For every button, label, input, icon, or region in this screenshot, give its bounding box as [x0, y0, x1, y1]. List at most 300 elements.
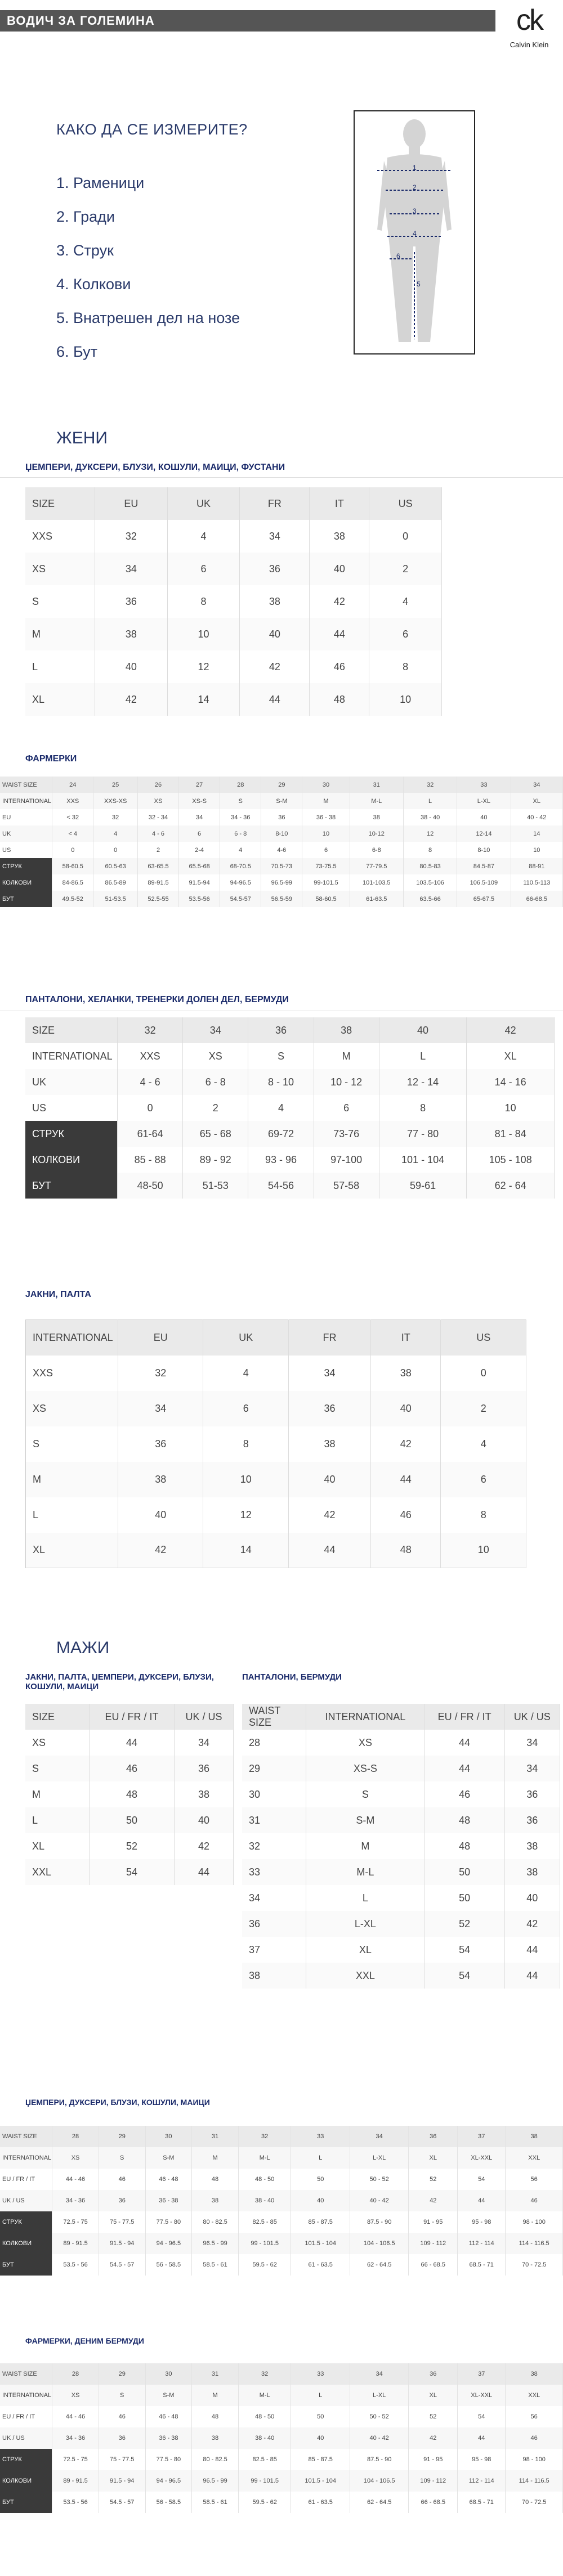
table-cell: S-M: [306, 1807, 425, 1833]
table-cell: 38: [370, 1356, 441, 1391]
table-cell: 101-103.5: [350, 874, 403, 891]
row-label-cell: 33: [242, 1859, 306, 1885]
table-cell: 44 - 46: [52, 2406, 99, 2427]
table-cell: 52: [90, 1833, 175, 1859]
table-cell: 65 - 68: [183, 1121, 248, 1147]
table-cell: 42: [409, 2190, 458, 2211]
table-cell: 77-79.5: [350, 858, 403, 874]
measure-item: 3. Струк: [56, 242, 114, 259]
table-cell: 50: [425, 1859, 504, 1885]
table-row: [0, 2190, 563, 2211]
table-cell: 32 - 34: [137, 809, 178, 825]
table-cell: 62 - 64.5: [350, 2492, 408, 2513]
table-cell: 46: [370, 1497, 441, 1533]
table-cell: 59.5 - 62: [238, 2492, 291, 2513]
table-cell: 40: [118, 1497, 203, 1533]
table-cell: 46: [425, 1781, 504, 1807]
table-cell: 6: [369, 618, 442, 650]
table-header-row: [25, 1704, 234, 1730]
table-cell: 66 - 68.5: [409, 2492, 458, 2513]
table-cell: 10: [369, 683, 442, 716]
table-header-row: [26, 1320, 526, 1356]
table-cell: 32: [403, 777, 457, 793]
table-cell: 54.5 - 57: [99, 2254, 145, 2276]
table-cell: 99 - 101.5: [238, 2233, 291, 2254]
table-cell: 65-67.5: [457, 891, 511, 907]
row-label-cell: 31: [242, 1807, 306, 1833]
table-cell: 52: [409, 2169, 458, 2190]
table-cell: 6-8: [350, 842, 403, 858]
table-cell: 54-56: [248, 1173, 314, 1199]
table-cell: 44: [175, 1859, 234, 1885]
row-label-cell: S: [26, 1426, 118, 1462]
table-cell: 36: [409, 2126, 458, 2147]
table-cell: 34: [511, 777, 562, 793]
table-cell: 70.5-73: [261, 858, 302, 874]
table-cell: XL-XXL: [458, 2147, 506, 2169]
table-cell: S: [220, 793, 261, 809]
table-row: [25, 1069, 555, 1095]
table-cell: 34: [288, 1356, 370, 1391]
table-cell: 77 - 80: [379, 1121, 467, 1147]
table-cell: 34 - 36: [220, 809, 261, 825]
table-row: [26, 1497, 526, 1533]
table-cell: L: [379, 1043, 467, 1069]
table-cell: 99 - 101.5: [238, 2470, 291, 2492]
row-label-cell: SIZE: [25, 1017, 118, 1043]
table-cell: 40 - 42: [350, 2427, 408, 2449]
table-cell: 80.5-83: [403, 858, 457, 874]
table-cell: UK: [203, 1320, 288, 1356]
table-cell: 2: [137, 842, 178, 858]
table-cell: 34: [183, 1017, 248, 1043]
table-cell: 4: [441, 1426, 526, 1462]
table-cell: UK: [167, 487, 240, 520]
table-cell: 109 - 112: [409, 2470, 458, 2492]
table-cell: 48: [192, 2169, 239, 2190]
table-row: [25, 618, 442, 650]
table-cell: 40: [288, 1462, 370, 1497]
table-cell: 4 - 6: [118, 1069, 183, 1095]
table-cell: 68-70.5: [220, 858, 261, 874]
table-cell: 2: [183, 1095, 248, 1121]
row-label-cell: US: [0, 842, 52, 858]
table-cell: M: [302, 793, 350, 809]
table-cell: 29: [261, 777, 302, 793]
table-cell: 48 - 50: [238, 2169, 291, 2190]
table-cell: L-XL: [350, 2385, 408, 2406]
table-cell: 65.5-68: [179, 858, 220, 874]
row-label-cell: КОЛКОВИ: [0, 2233, 52, 2254]
row-label-cell: КОЛКОВИ: [0, 2470, 52, 2492]
section-title: ФАРМЕРКИ: [25, 754, 77, 764]
table-cell: 34: [504, 1756, 560, 1781]
table-cell: 6: [179, 825, 220, 842]
table-cell: 75 - 77.5: [99, 2211, 145, 2233]
table-cell: XL: [467, 1043, 555, 1069]
table-cell: 49.5-52: [52, 891, 93, 907]
row-label-cell: БУТ: [25, 1173, 118, 1199]
table-cell: 48: [370, 1533, 441, 1568]
table-cell: 40: [310, 553, 369, 585]
table-cell: US: [369, 487, 442, 520]
table-cell: 101.5 - 104: [291, 2233, 350, 2254]
table-row: [242, 1885, 560, 1911]
table-cell: 2: [441, 1391, 526, 1426]
table-cell: M: [306, 1833, 425, 1859]
row-label-cell: EU / FR / IT: [0, 2406, 52, 2427]
table-cell: 8: [203, 1426, 288, 1462]
row-label-cell: INTERNATIONAL: [0, 2385, 52, 2406]
row-label-cell: 34: [242, 1885, 306, 1911]
men-heading: МАЖИ: [56, 1639, 110, 1657]
table-cell: 62 - 64: [467, 1173, 555, 1199]
section-title: ПАНТАЛОНИ, БЕРМУДИ: [242, 1672, 342, 1682]
section-title: ЈАКНИ, ПАЛТА, ЏЕМПЕРИ, ДУКСЕРИ, БЛУЗИ, КОШУЛИ, МАИЦИ: [25, 1672, 214, 1691]
table-row: [0, 842, 563, 858]
table-cell: 91.5 - 94: [99, 2233, 145, 2254]
page-title: ВОДИЧ ЗА ГОЛЕМИНА: [7, 14, 155, 28]
table-cell: EU / FR / IT: [425, 1704, 504, 1730]
figure-number: 3: [413, 207, 417, 215]
table-cell: 82.5 - 85: [238, 2211, 291, 2233]
table-cell: 12: [167, 650, 240, 683]
table-cell: 89 - 91.5: [52, 2233, 99, 2254]
table-row: [25, 1173, 555, 1199]
row-label-cell: UK: [25, 1069, 118, 1095]
table-cell: 12: [403, 825, 457, 842]
table-cell: 12 - 14: [379, 1069, 467, 1095]
table-cell: 6: [441, 1462, 526, 1497]
table-cell: 4: [167, 520, 240, 553]
table-row: [25, 1833, 234, 1859]
table-cell: 52.5-55: [137, 891, 178, 907]
table-cell: 112 - 114: [458, 2470, 506, 2492]
table-cell: 40: [240, 618, 310, 650]
table-cell: EU: [95, 487, 168, 520]
table-cell: 10: [203, 1462, 288, 1497]
table-cell: 6 - 8: [183, 1069, 248, 1095]
table-cell: 8-10: [261, 825, 302, 842]
row-label-cell: WAIST SIZE: [0, 777, 52, 793]
table-cell: XL: [409, 2385, 458, 2406]
table-cell: 85 - 88: [118, 1147, 183, 1173]
table-cell: 34: [350, 2126, 408, 2147]
row-label-cell: XXS: [25, 520, 95, 553]
table-cell: 91 - 95: [409, 2211, 458, 2233]
table-cell: 6: [167, 553, 240, 585]
table-cell: 42: [467, 1017, 555, 1043]
table-cell: 59-61: [379, 1173, 467, 1199]
table-cell: 6: [203, 1391, 288, 1426]
table-cell: M-L: [350, 793, 403, 809]
table-cell: 31: [192, 2126, 239, 2147]
table-cell: 42: [409, 2427, 458, 2449]
table-cell: 48-50: [118, 1173, 183, 1199]
table-cell: 70 - 72.5: [506, 2492, 563, 2513]
table-cell: 38: [118, 1462, 203, 1497]
row-label-cell: 38: [242, 1963, 306, 1989]
table-cell: L: [291, 2147, 350, 2169]
table-cell: 0: [369, 520, 442, 553]
table-cell: 14: [167, 683, 240, 716]
table-cell: 56: [506, 2169, 563, 2190]
table-cell: S: [248, 1043, 314, 1069]
table-header-row: [0, 2126, 563, 2147]
row-label-cell: WAIST SIZE: [0, 2363, 52, 2385]
table-cell: 84.5-87: [457, 858, 511, 874]
table-cell: 32: [118, 1356, 203, 1391]
table-cell: 36: [504, 1807, 560, 1833]
table-cell: 95 - 98: [458, 2449, 506, 2470]
table-cell: 0: [118, 1095, 183, 1121]
table-cell: 58.5 - 61: [192, 2254, 239, 2276]
table-cell: 44: [370, 1462, 441, 1497]
table-cell: INTERNATIONAL: [306, 1704, 425, 1730]
table-cell: XXS: [52, 793, 93, 809]
table-row: [25, 1859, 234, 1885]
row-label-cell: INTERNATIONAL: [0, 793, 52, 809]
table-cell: XS: [52, 2147, 99, 2169]
table-cell: 48: [425, 1833, 504, 1859]
table-cell: 38: [504, 1833, 560, 1859]
table-row: [0, 2492, 563, 2513]
table-cell: XS: [306, 1730, 425, 1756]
table-cell: 53.5-56: [179, 891, 220, 907]
row-label-cell: XS: [25, 1730, 90, 1756]
table-row: [242, 1859, 560, 1885]
table-cell: 53.5 - 56: [52, 2254, 99, 2276]
table-row: [0, 858, 563, 874]
table-cell: 38: [175, 1781, 234, 1807]
table-cell: 103.5-106: [403, 874, 457, 891]
table-cell: 40: [291, 2427, 350, 2449]
row-label-cell: БУТ: [0, 891, 52, 907]
body-measurement-figure: [354, 110, 475, 354]
table-cell: 14: [203, 1533, 288, 1568]
table-cell: 44 - 46: [52, 2169, 99, 2190]
row-label-cell: L: [25, 1807, 90, 1833]
table-cell: 51-53.5: [93, 891, 138, 907]
table-row: [0, 2385, 563, 2406]
table-cell: US: [441, 1320, 526, 1356]
table-cell: S-M: [145, 2385, 192, 2406]
table-cell: 42: [118, 1533, 203, 1568]
table-cell: 34: [179, 809, 220, 825]
table-cell: 61 - 63.5: [291, 2492, 350, 2513]
table-cell: 12: [203, 1497, 288, 1533]
table-cell: 54.5-57: [220, 891, 261, 907]
table-cell: 30: [145, 2126, 192, 2147]
table-cell: FR: [288, 1320, 370, 1356]
table-cell: 68.5 - 71: [458, 2254, 506, 2276]
table-cell: IT: [310, 487, 369, 520]
men-tops-size-table: [25, 1704, 234, 1885]
table-cell: L: [306, 1885, 425, 1911]
table-cell: 36: [99, 2190, 145, 2211]
table-row: [25, 585, 442, 618]
table-cell: 14: [511, 825, 562, 842]
row-label-cell: UK / US: [0, 2427, 52, 2449]
table-cell: 12-14: [457, 825, 511, 842]
table-cell: 4: [369, 585, 442, 618]
table-cell: 46: [99, 2406, 145, 2427]
table-cell: 34 - 36: [52, 2427, 99, 2449]
table-cell: 66 - 68.5: [409, 2254, 458, 2276]
table-cell: 50: [291, 2169, 350, 2190]
section-title: ЈАКНИ, ПАЛТА: [25, 1290, 91, 1299]
table-cell: 87.5 - 90: [350, 2449, 408, 2470]
women-heading: ЖЕНИ: [56, 429, 108, 447]
table-cell: 10 - 12: [314, 1069, 379, 1095]
table-cell: 4: [93, 825, 138, 842]
table-cell: 34: [350, 2363, 408, 2385]
table-cell: 38: [506, 2363, 563, 2385]
table-cell: UK / US: [175, 1704, 234, 1730]
table-cell: 36 - 38: [145, 2427, 192, 2449]
row-label-cell: БУТ: [0, 2254, 52, 2276]
table-cell: 48: [90, 1781, 175, 1807]
table-cell: 46: [99, 2169, 145, 2190]
row-label-cell: L: [26, 1497, 118, 1533]
table-cell: 73-75.5: [302, 858, 350, 874]
table-cell: 38: [314, 1017, 379, 1043]
table-header-row: [0, 777, 563, 793]
table-cell: 38 - 40: [238, 2427, 291, 2449]
table-cell: 89-91.5: [137, 874, 178, 891]
table-row: [25, 520, 442, 553]
table-cell: 82.5 - 85: [238, 2449, 291, 2470]
row-label-cell: БУТ: [0, 2492, 52, 2513]
table-cell: 48: [425, 1807, 504, 1833]
table-cell: 62 - 64.5: [350, 2254, 408, 2276]
table-cell: 42: [240, 650, 310, 683]
table-cell: 86.5-89: [93, 874, 138, 891]
table-cell: 40: [379, 1017, 467, 1043]
row-label-cell: UK: [0, 825, 52, 842]
table-cell: 37: [458, 2363, 506, 2385]
table-cell: 48 - 50: [238, 2406, 291, 2427]
table-cell: XS: [52, 2385, 99, 2406]
row-label-cell: UK / US: [0, 2190, 52, 2211]
table-row: [0, 2147, 563, 2169]
table-cell: UK / US: [504, 1704, 560, 1730]
table-cell: 8-10: [457, 842, 511, 858]
table-row: [0, 2449, 563, 2470]
table-cell: 6: [314, 1095, 379, 1121]
table-row: [242, 1833, 560, 1859]
table-cell: 91 - 95: [409, 2449, 458, 2470]
table-cell: 44: [240, 683, 310, 716]
table-row: [242, 1937, 560, 1963]
row-label-cell: US: [25, 1095, 118, 1121]
table-cell: 44: [310, 618, 369, 650]
table-cell: 68.5 - 71: [458, 2492, 506, 2513]
table-row: [242, 1756, 560, 1781]
table-row: [25, 1043, 555, 1069]
row-label-cell: WAIST SIZE: [0, 2126, 52, 2147]
table-cell: 36: [240, 553, 310, 585]
measure-item: 1. Раменици: [56, 174, 145, 191]
table-cell: 4: [220, 842, 261, 858]
table-cell: 54.5 - 57: [99, 2492, 145, 2513]
table-cell: 56 - 58.5: [145, 2254, 192, 2276]
table-row: [0, 2211, 563, 2233]
table-cell: 101.5 - 104: [291, 2470, 350, 2492]
table-cell: S-M: [145, 2147, 192, 2169]
table-cell: 70 - 72.5: [506, 2254, 563, 2276]
table-cell: 42: [310, 585, 369, 618]
row-label-cell: M: [26, 1462, 118, 1497]
table-cell: 24: [52, 777, 93, 793]
table-cell: 46: [506, 2190, 563, 2211]
table-cell: 4: [248, 1095, 314, 1121]
row-label-cell: 30: [242, 1781, 306, 1807]
table-cell: 91.5-94: [179, 874, 220, 891]
table-cell: XXL: [306, 1963, 425, 1989]
table-cell: 26: [137, 777, 178, 793]
table-cell: 32: [95, 520, 168, 553]
divider: [0, 477, 563, 478]
table-cell: 56: [506, 2406, 563, 2427]
table-cell: 2-4: [179, 842, 220, 858]
table-cell: 44: [458, 2190, 506, 2211]
figure-number: 2: [413, 183, 417, 191]
table-cell: 94 - 96.5: [145, 2233, 192, 2254]
table-cell: 66-68.5: [511, 891, 562, 907]
men-jeans-size-table: [0, 2363, 563, 2513]
table-cell: XXS: [118, 1043, 183, 1069]
table-row: [242, 1730, 560, 1756]
table-cell: XL: [409, 2147, 458, 2169]
table-row: [0, 809, 563, 825]
table-cell: 38: [192, 2427, 239, 2449]
table-cell: 44: [90, 1730, 175, 1756]
table-cell: 61-63.5: [350, 891, 403, 907]
table-cell: 94 - 96.5: [145, 2470, 192, 2492]
table-cell: L-XL: [457, 793, 511, 809]
measure-item: 2. Гради: [56, 208, 115, 225]
women-tops-size-table: [25, 487, 442, 716]
table-cell: 98 - 100: [506, 2211, 563, 2233]
table-cell: 30: [302, 777, 350, 793]
row-label-cell: INTERNATIONAL: [0, 2147, 52, 2169]
table-row: [25, 1095, 555, 1121]
table-cell: S: [99, 2385, 145, 2406]
row-label-cell: XXL: [25, 1859, 90, 1885]
section-title: ФАРМЕРКИ, ДЕНИМ БЕРМУДИ: [25, 2336, 144, 2345]
table-cell: 40: [291, 2190, 350, 2211]
row-label-cell: INTERNATIONAL: [26, 1320, 118, 1356]
table-row: [0, 2169, 563, 2190]
table-cell: 38: [310, 520, 369, 553]
table-cell: 31: [350, 777, 403, 793]
table-cell: 98 - 100: [506, 2449, 563, 2470]
table-cell: 27: [179, 777, 220, 793]
table-cell: 36: [118, 1426, 203, 1462]
table-header-row: [25, 487, 442, 520]
table-cell: 44: [504, 1963, 560, 1989]
table-row: [25, 1807, 234, 1833]
table-row: [25, 1756, 234, 1781]
row-label-cell: EU / FR / IT: [0, 2169, 52, 2190]
table-cell: XS: [137, 793, 178, 809]
table-cell: 8: [441, 1497, 526, 1533]
women-pants-size-table: [25, 1017, 555, 1199]
table-cell: 34: [118, 1391, 203, 1426]
table-cell: 33: [291, 2363, 350, 2385]
table-cell: 44: [425, 1756, 504, 1781]
